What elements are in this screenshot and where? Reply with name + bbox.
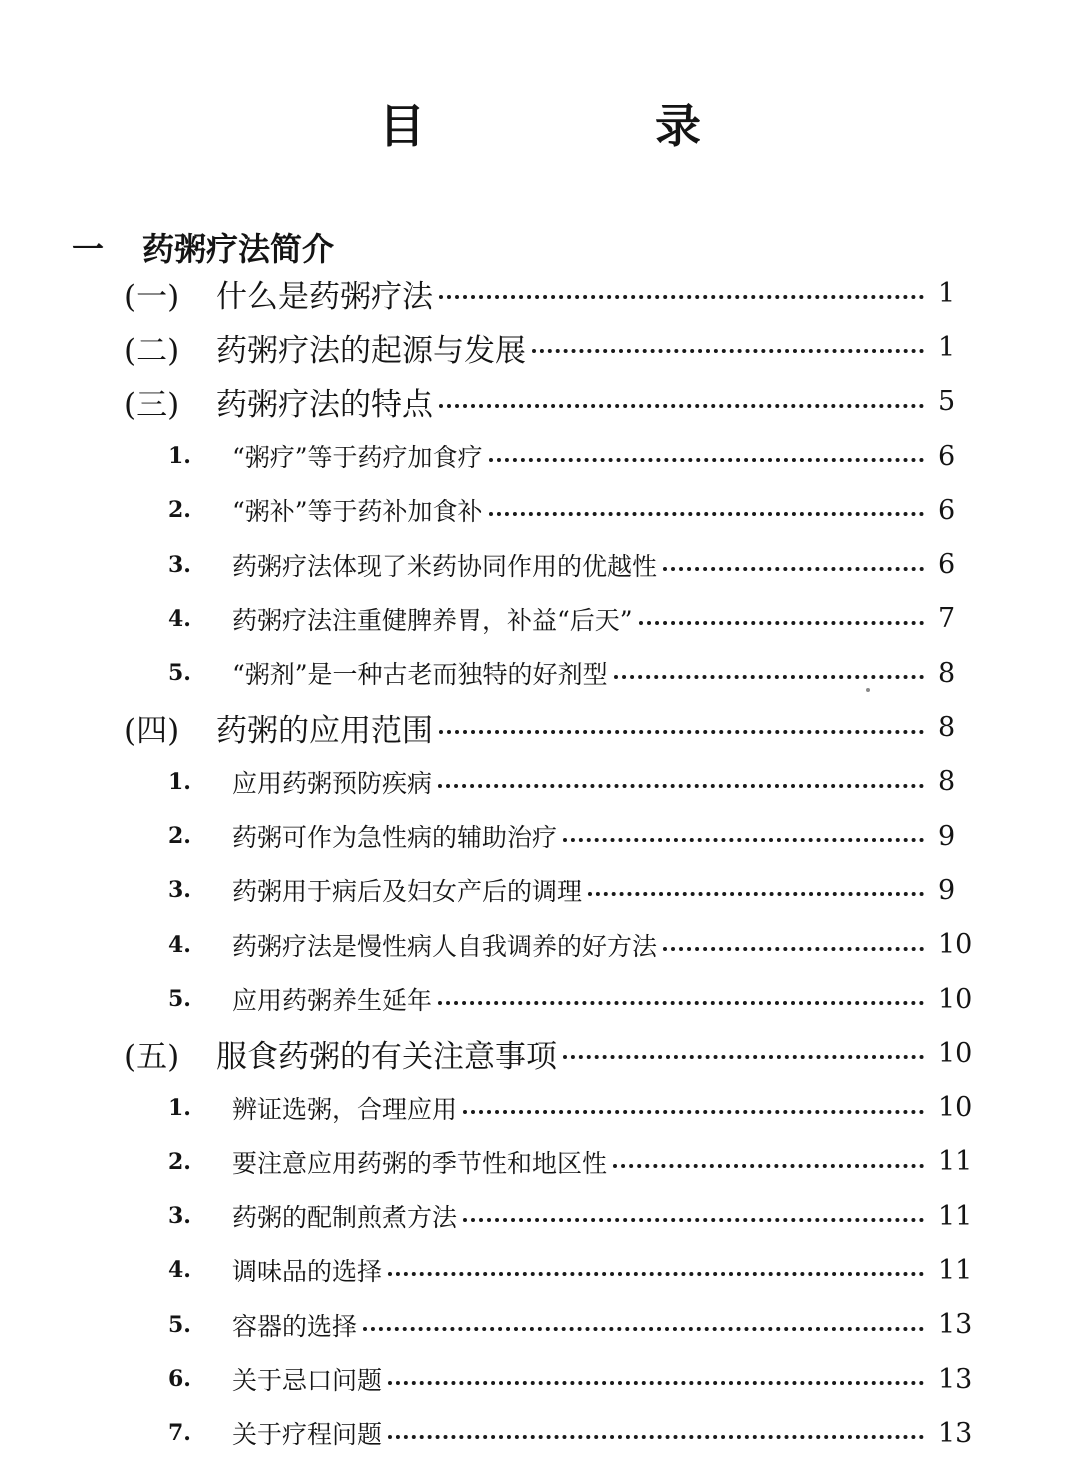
entry-title: 关于忌口问题 <box>232 1366 383 1396</box>
dot-leader <box>438 784 924 788</box>
chapter-heading <box>72 222 334 272</box>
entry-number: 6. <box>168 1366 191 1393</box>
entry-number: 3. <box>168 551 191 578</box>
entry-number: 5. <box>168 1311 191 1338</box>
entry-page-number: 13 <box>938 1417 973 1449</box>
toc-item-row <box>0 918 1080 972</box>
entry-page-number: 6 <box>938 494 956 526</box>
dot-leader <box>639 621 924 625</box>
toc-section-row <box>0 320 1080 374</box>
entry-page-number: 8 <box>938 657 956 689</box>
toc-item-row <box>0 592 1080 646</box>
entry-page-number: 7 <box>938 603 956 635</box>
dot-leader <box>563 838 924 842</box>
toc-item-row <box>0 755 1080 809</box>
dot-leader <box>439 730 924 734</box>
entry-number: 7. <box>168 1420 191 1447</box>
toc-section-row <box>0 375 1080 429</box>
toc-item-row <box>0 972 1080 1026</box>
dot-leader <box>663 947 924 951</box>
entry-title: “粥疗”等于药疗加食疗 <box>232 443 483 473</box>
dot-leader <box>388 1381 924 1385</box>
dot-leader <box>439 404 924 408</box>
toc-item-row <box>0 537 1080 591</box>
toc-item-row <box>0 1189 1080 1243</box>
entry-page-number: 6 <box>938 549 956 581</box>
entry-title: 应用药粥预防疾病 <box>232 768 433 798</box>
page-title: 目 录 <box>379 99 793 153</box>
entry-number: 4. <box>168 931 191 958</box>
dot-leader <box>663 567 924 571</box>
entry-number: 4. <box>168 605 191 632</box>
entry-title: 调味品的选择 <box>232 1257 383 1287</box>
toc-item-row <box>0 483 1080 537</box>
entry-title: 药粥疗法是慢性病人自我调养的好方法 <box>232 931 658 961</box>
entry-title: 关于疗程问题 <box>232 1420 383 1450</box>
entry-page-number: 9 <box>938 820 956 852</box>
toc-section-row <box>0 700 1080 754</box>
dot-leader <box>363 1327 924 1331</box>
entry-number: (三) <box>124 387 180 424</box>
dot-leader <box>439 295 924 299</box>
dot-leader <box>463 1218 924 1222</box>
toc-item-row <box>0 646 1080 700</box>
entry-title: 药粥的应用范围 <box>216 713 433 750</box>
toc-item-row <box>0 429 1080 483</box>
toc-item-row <box>0 1080 1080 1134</box>
entry-title: 药粥疗法的特点 <box>216 387 433 424</box>
entry-page-number: 10 <box>938 1092 973 1124</box>
entry-number: 3. <box>168 1203 191 1230</box>
entry-page-number: 10 <box>938 929 973 961</box>
entry-page-number: 1 <box>938 331 956 363</box>
entry-page-number: 8 <box>938 712 956 744</box>
chapter-number: 一 <box>72 230 105 268</box>
entry-number: (一) <box>124 278 180 315</box>
dot-leader <box>532 349 924 353</box>
toc-item-row <box>0 1352 1080 1406</box>
entry-number: 1. <box>168 1094 191 1121</box>
entry-page-number: 8 <box>938 766 956 798</box>
dot-leader <box>489 512 924 516</box>
entry-title: 药粥可作为急性病的辅助治疗 <box>232 823 558 853</box>
entry-title: 容器的选择 <box>232 1311 358 1341</box>
entry-number: 1. <box>168 443 191 470</box>
toc-item-row <box>0 863 1080 917</box>
dot-leader <box>438 1001 924 1005</box>
toc-list <box>0 266 1080 1461</box>
entry-page-number: 11 <box>938 1146 973 1178</box>
entry-title: 应用药粥养生延年 <box>232 986 433 1015</box>
entry-title: “粥剂”是一种古老而独特的好剂型 <box>232 660 608 690</box>
entry-number: 2. <box>168 497 191 524</box>
dot-leader <box>388 1272 924 1276</box>
entry-title: 什么是药粥疗法 <box>216 278 433 315</box>
entry-title: 药粥疗法注重健脾养胃，补益“后天” <box>232 605 633 635</box>
entry-page-number: 5 <box>938 386 956 418</box>
dot-leader <box>388 1435 924 1439</box>
entry-page-number: 1 <box>938 277 956 309</box>
entry-number: 2. <box>168 823 191 850</box>
entry-page-number: 9 <box>938 874 956 906</box>
entry-page-number: 11 <box>938 1254 973 1286</box>
toc-item-row <box>0 1298 1080 1352</box>
entry-title: 药粥疗法体现了米药协同作用的优越性 <box>232 551 658 581</box>
entry-page-number: 10 <box>938 1037 973 1069</box>
entry-number: 5. <box>168 986 191 1012</box>
entry-page-number: 13 <box>938 1309 973 1341</box>
entry-title: 辨证选粥，合理应用 <box>232 1094 458 1124</box>
print-speck <box>866 688 870 692</box>
entry-title: 要注意应用药粥的季节性和地区性 <box>232 1148 608 1178</box>
toc-item-row <box>0 809 1080 863</box>
dot-leader <box>614 675 924 679</box>
entry-title: 服食药粥的有关注意事项 <box>216 1038 557 1075</box>
entry-number: 3. <box>168 877 191 904</box>
toc-item-row <box>0 1135 1080 1189</box>
toc-section-row <box>0 1026 1080 1080</box>
entry-page-number: 6 <box>938 440 956 472</box>
dot-leader <box>463 1110 924 1114</box>
dot-leader <box>588 892 924 896</box>
toc-item-row <box>0 1406 1080 1460</box>
entry-number: (四) <box>124 713 180 750</box>
entry-page-number: 10 <box>938 983 973 1015</box>
entry-number: 5. <box>168 660 191 687</box>
toc-section-row <box>0 266 1080 320</box>
dot-leader <box>563 1055 924 1059</box>
toc-item-row <box>0 1243 1080 1297</box>
entry-number: 4. <box>168 1257 191 1284</box>
entry-number: 2. <box>168 1148 191 1175</box>
dot-leader <box>489 458 924 462</box>
entry-title: 药粥的配制煎煮方法 <box>232 1203 458 1233</box>
entry-title: 药粥疗法的起源与发展 <box>216 332 526 369</box>
entry-title: “粥补”等于药补加食补 <box>232 497 483 527</box>
entry-page-number: 11 <box>938 1200 973 1232</box>
entry-number: (二) <box>124 332 180 369</box>
chapter-title: 药粥疗法简介 <box>142 230 335 268</box>
entry-title: 药粥用于病后及妇女产后的调理 <box>232 877 583 907</box>
entry-page-number: 13 <box>938 1363 973 1395</box>
entry-number: 1. <box>168 768 191 795</box>
dot-leader <box>613 1164 924 1168</box>
entry-number: (五) <box>124 1038 180 1075</box>
